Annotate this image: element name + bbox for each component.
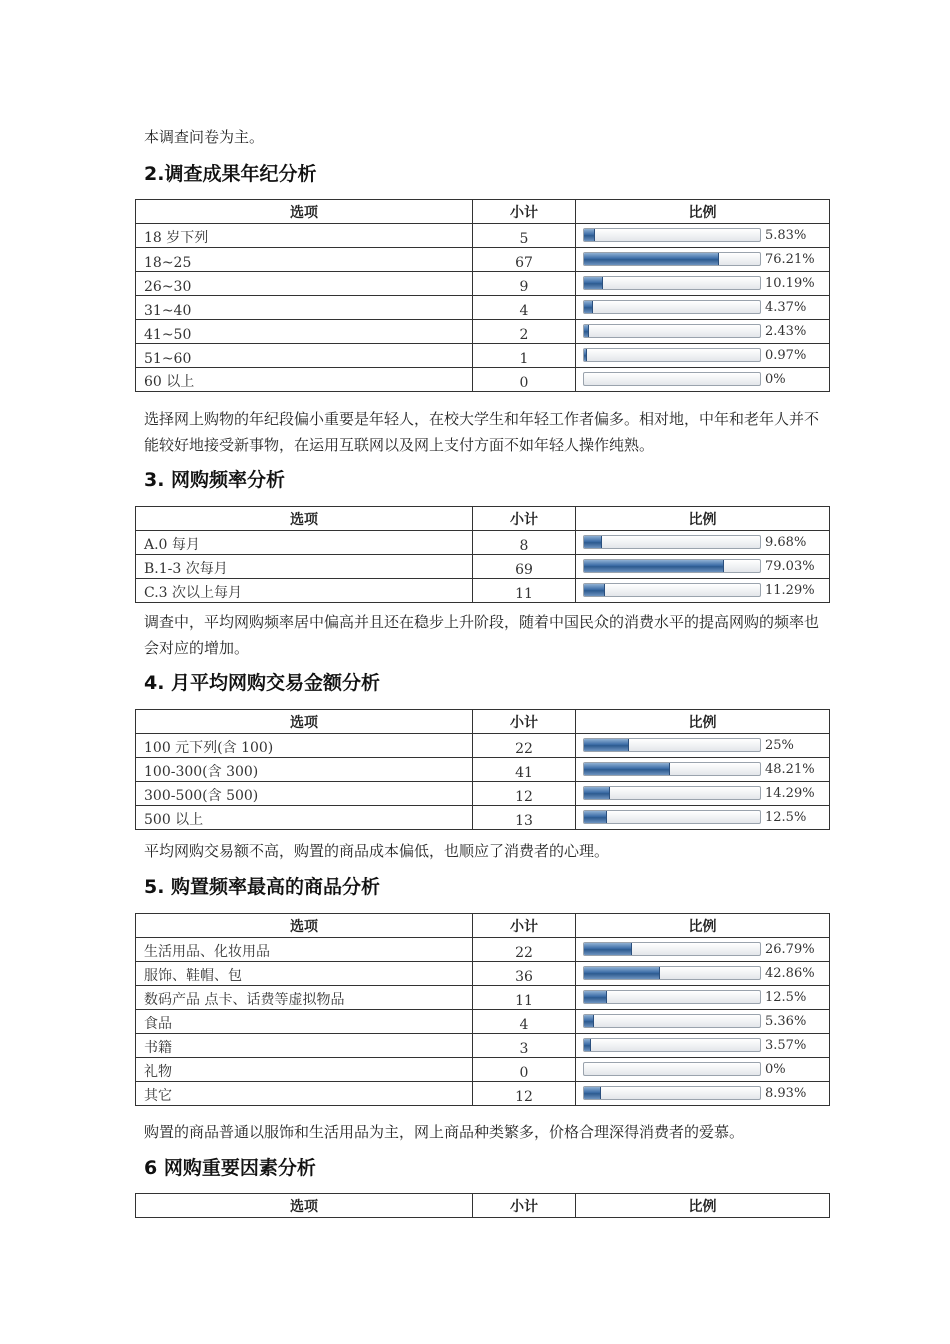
header-ratio: 比例 bbox=[576, 507, 830, 531]
count-cell: 2 bbox=[473, 320, 576, 344]
ratio-bar bbox=[583, 942, 761, 956]
ratio-bar bbox=[583, 324, 761, 338]
ratio-bar-fill bbox=[584, 991, 607, 1003]
table-header-row bbox=[136, 507, 830, 531]
option-cell: 生活用品、化妆用品 bbox=[136, 938, 473, 962]
table-row bbox=[136, 224, 830, 248]
option-cell: 礼物 bbox=[136, 1058, 473, 1082]
table-row bbox=[136, 531, 830, 555]
ratio-bar-fill bbox=[584, 349, 587, 361]
count-cell: 3 bbox=[473, 1034, 576, 1058]
count-cell: 67 bbox=[473, 248, 576, 272]
ratio-cell bbox=[576, 224, 830, 248]
survey-table-products bbox=[135, 913, 830, 1106]
ratio-cell bbox=[576, 938, 830, 962]
survey-table-amount bbox=[135, 709, 830, 830]
header-ratio: 比例 bbox=[576, 914, 830, 938]
ratio-bar bbox=[583, 786, 761, 800]
ratio-percent: 11.29% bbox=[765, 583, 815, 598]
table-row bbox=[136, 806, 830, 830]
ratio-cell bbox=[576, 986, 830, 1010]
ratio-percent: 8.93% bbox=[765, 1086, 807, 1101]
table-row bbox=[136, 1010, 830, 1034]
count-cell: 8 bbox=[473, 531, 576, 555]
ratio-cell bbox=[576, 1010, 830, 1034]
table-row bbox=[136, 1058, 830, 1082]
ratio-bar-fill bbox=[584, 1087, 601, 1099]
ratio-bar-fill bbox=[584, 301, 593, 313]
ratio-bar-fill bbox=[584, 560, 724, 572]
table-header-row bbox=[136, 200, 830, 224]
section-note-age: 选择网上购物的年纪段偏小重要是年轻人，在校大学生和年轻工作者偏多。相对地，中年和老年人并不能较好地接受新事物，在运用互联网以及网上支付方面不如年轻人操作纯熟。 bbox=[144, 410, 820, 454]
count-cell: 13 bbox=[473, 806, 576, 830]
ratio-percent: 10.19% bbox=[765, 276, 815, 291]
ratio-cell bbox=[576, 962, 830, 986]
option-cell: 60 以上 bbox=[136, 368, 473, 392]
header-count: 小计 bbox=[473, 914, 576, 938]
count-cell: 11 bbox=[473, 986, 576, 1010]
ratio-percent: 42.86% bbox=[765, 966, 815, 981]
option-cell: 其它 bbox=[136, 1082, 473, 1106]
ratio-cell bbox=[576, 734, 830, 758]
option-cell: C.3 次以上每月 bbox=[136, 579, 473, 603]
option-cell: 31~40 bbox=[136, 296, 473, 320]
ratio-bar bbox=[583, 990, 761, 1004]
table-row bbox=[136, 758, 830, 782]
header-count: 小计 bbox=[473, 507, 576, 531]
ratio-cell bbox=[576, 531, 830, 555]
ratio-bar-fill bbox=[584, 739, 629, 751]
ratio-cell bbox=[576, 344, 830, 368]
table-row bbox=[136, 986, 830, 1010]
option-cell: 数码产品 点卡、话费等虚拟物品 bbox=[136, 986, 473, 1010]
header-ratio: 比例 bbox=[576, 200, 830, 224]
ratio-percent: 0.97% bbox=[765, 348, 807, 363]
ratio-bar bbox=[583, 252, 761, 266]
ratio-percent: 12.5% bbox=[765, 990, 807, 1005]
table-row bbox=[136, 1034, 830, 1058]
section-title-age: 2.调查成果年纪分析 bbox=[144, 163, 317, 185]
ratio-bar bbox=[583, 559, 761, 573]
count-cell: 22 bbox=[473, 734, 576, 758]
header-option: 选项 bbox=[136, 914, 473, 938]
ratio-cell bbox=[576, 248, 830, 272]
ratio-cell bbox=[576, 1058, 830, 1082]
ratio-bar bbox=[583, 372, 761, 386]
ratio-bar-fill bbox=[584, 253, 719, 265]
option-cell: 300-500(含 500) bbox=[136, 782, 473, 806]
ratio-percent: 26.79% bbox=[765, 942, 815, 957]
ratio-cell bbox=[576, 1082, 830, 1106]
table-header-row bbox=[136, 710, 830, 734]
option-cell: 41~50 bbox=[136, 320, 473, 344]
option-cell: 51~60 bbox=[136, 344, 473, 368]
table-header-row bbox=[136, 914, 830, 938]
table-row bbox=[136, 734, 830, 758]
ratio-percent: 25% bbox=[765, 738, 794, 753]
ratio-bar-fill bbox=[584, 787, 610, 799]
header-count: 小计 bbox=[473, 710, 576, 734]
count-cell: 69 bbox=[473, 555, 576, 579]
option-cell: 500 以上 bbox=[136, 806, 473, 830]
ratio-percent: 0% bbox=[765, 1062, 786, 1077]
ratio-bar-fill bbox=[584, 811, 607, 823]
count-cell: 12 bbox=[473, 782, 576, 806]
option-cell: A.0 每月 bbox=[136, 531, 473, 555]
ratio-percent: 48.21% bbox=[765, 762, 815, 777]
count-cell: 41 bbox=[473, 758, 576, 782]
ratio-bar bbox=[583, 1038, 761, 1052]
count-cell: 1 bbox=[473, 344, 576, 368]
ratio-bar bbox=[583, 228, 761, 242]
ratio-bar bbox=[583, 300, 761, 314]
header-count: 小计 bbox=[473, 1194, 576, 1218]
ratio-percent: 5.36% bbox=[765, 1014, 807, 1029]
ratio-percent: 9.68% bbox=[765, 535, 807, 550]
table-row bbox=[136, 344, 830, 368]
header-option: 选项 bbox=[136, 200, 473, 224]
ratio-percent: 12.5% bbox=[765, 810, 807, 825]
ratio-bar-fill bbox=[584, 584, 605, 596]
header-option: 选项 bbox=[136, 1194, 473, 1218]
ratio-cell bbox=[576, 320, 830, 344]
survey-table-frequency bbox=[135, 506, 830, 603]
survey-table-age bbox=[135, 199, 830, 392]
header-ratio: 比例 bbox=[576, 1194, 830, 1218]
header-option: 选项 bbox=[136, 710, 473, 734]
ratio-bar bbox=[583, 1086, 761, 1100]
ratio-bar-fill bbox=[584, 1015, 594, 1027]
ratio-bar bbox=[583, 810, 761, 824]
ratio-percent: 79.03% bbox=[765, 559, 815, 574]
ratio-percent: 14.29% bbox=[765, 786, 815, 801]
ratio-bar-fill bbox=[584, 943, 632, 955]
section-title-amount: 4. 月平均网购交易金额分析 bbox=[144, 672, 381, 694]
ratio-bar bbox=[583, 1014, 761, 1028]
count-cell: 0 bbox=[473, 368, 576, 392]
ratio-cell bbox=[576, 272, 830, 296]
ratio-bar-fill bbox=[584, 277, 603, 289]
ratio-cell bbox=[576, 758, 830, 782]
count-cell: 9 bbox=[473, 272, 576, 296]
count-cell: 12 bbox=[473, 1082, 576, 1106]
section-title-factors: 6 网购重要因素分析 bbox=[144, 1157, 316, 1179]
table-row bbox=[136, 248, 830, 272]
intro-text: 本调查问卷为主。 bbox=[144, 128, 265, 146]
option-cell: 18~25 bbox=[136, 248, 473, 272]
ratio-percent: 0% bbox=[765, 372, 786, 387]
option-cell: 服饰、鞋帽、包 bbox=[136, 962, 473, 986]
option-cell: 食品 bbox=[136, 1010, 473, 1034]
ratio-percent: 4.37% bbox=[765, 300, 807, 315]
table-row bbox=[136, 320, 830, 344]
ratio-percent: 76.21% bbox=[765, 252, 815, 267]
section-note-frequency: 调查中，平均网购频率居中偏高并且还在稳步上升阶段，随着中国民众的消费水平的提高网购的频率也会对应的增加。 bbox=[144, 613, 820, 657]
ratio-percent: 2.43% bbox=[765, 324, 807, 339]
ratio-cell bbox=[576, 806, 830, 830]
ratio-bar bbox=[583, 276, 761, 290]
table-row bbox=[136, 368, 830, 392]
ratio-bar-fill bbox=[584, 1039, 591, 1051]
ratio-cell bbox=[576, 782, 830, 806]
ratio-bar-fill bbox=[584, 536, 602, 548]
section-title-frequency: 3. 网购频率分析 bbox=[144, 469, 286, 491]
table-row bbox=[136, 579, 830, 603]
ratio-cell bbox=[576, 1034, 830, 1058]
count-cell: 11 bbox=[473, 579, 576, 603]
ratio-bar-fill bbox=[584, 229, 595, 241]
section-title-products: 5. 购置频率最高的商品分析 bbox=[144, 876, 381, 898]
table-row bbox=[136, 782, 830, 806]
header-count: 小计 bbox=[473, 200, 576, 224]
header-ratio: 比例 bbox=[576, 710, 830, 734]
ratio-cell bbox=[576, 555, 830, 579]
ratio-bar bbox=[583, 583, 761, 597]
ratio-bar bbox=[583, 738, 761, 752]
option-cell: 26~30 bbox=[136, 272, 473, 296]
ratio-cell bbox=[576, 296, 830, 320]
count-cell: 0 bbox=[473, 1058, 576, 1082]
option-cell: 100 元下列(含 100) bbox=[136, 734, 473, 758]
count-cell: 36 bbox=[473, 962, 576, 986]
table-row bbox=[136, 272, 830, 296]
ratio-bar bbox=[583, 762, 761, 776]
ratio-bar bbox=[583, 966, 761, 980]
ratio-bar bbox=[583, 1062, 761, 1076]
section-note-amount: 平均网购交易额不高，购置的商品成本偏低，也顺应了消费者的心理。 bbox=[144, 842, 610, 860]
ratio-bar bbox=[583, 535, 761, 549]
ratio-bar-fill bbox=[584, 325, 589, 337]
table-row bbox=[136, 1082, 830, 1106]
table-row bbox=[136, 555, 830, 579]
ratio-cell bbox=[576, 579, 830, 603]
section-note-products: 购置的商品普通以服饰和生活用品为主，网上商品种类繁多，价格合理深得消费者的爱慕。 bbox=[144, 1123, 745, 1141]
ratio-bar-fill bbox=[584, 763, 670, 775]
option-cell: 18 岁下列 bbox=[136, 224, 473, 248]
ratio-cell bbox=[576, 368, 830, 392]
table-row bbox=[136, 938, 830, 962]
count-cell: 5 bbox=[473, 224, 576, 248]
ratio-bar bbox=[583, 348, 761, 362]
ratio-percent: 3.57% bbox=[765, 1038, 807, 1053]
ratio-percent: 5.83% bbox=[765, 228, 807, 243]
header-option: 选项 bbox=[136, 507, 473, 531]
count-cell: 4 bbox=[473, 1010, 576, 1034]
table-row bbox=[136, 962, 830, 986]
option-cell: B.1-3 次每月 bbox=[136, 555, 473, 579]
count-cell: 4 bbox=[473, 296, 576, 320]
option-cell: 书籍 bbox=[136, 1034, 473, 1058]
table-row bbox=[136, 296, 830, 320]
ratio-bar-fill bbox=[584, 967, 660, 979]
count-cell: 22 bbox=[473, 938, 576, 962]
option-cell: 100-300(含 300) bbox=[136, 758, 473, 782]
table-header-row bbox=[136, 1194, 830, 1218]
survey-table-factors bbox=[135, 1193, 830, 1218]
